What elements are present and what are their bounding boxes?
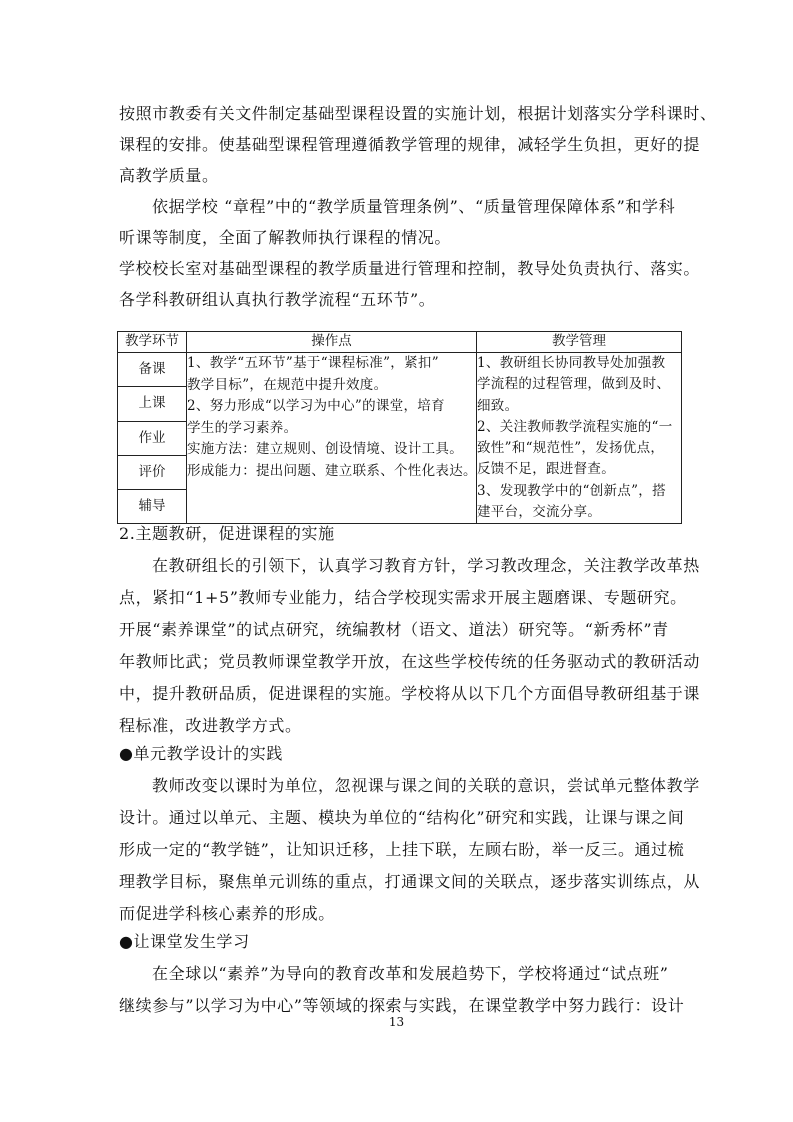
table-header: 教学环节 xyxy=(118,332,187,353)
management-line: 3、发现教学中的“创新点”，搭 xyxy=(477,482,666,499)
paragraph-line: 理教学目标，聚焦单元训练的重点，打通课文间的关联点，逐步落实训练点，从 xyxy=(119,872,701,891)
paragraph-line: 课程的安排。使基础型课程管理遵循教学管理的规律，减轻学生负担，更好的提 xyxy=(119,135,701,154)
paragraph-line: 程标准，改进教学方式。 xyxy=(119,716,302,735)
paragraph-line: 按照市教委有关文件制定基础型课程设置的实施计划，根据计划落实分学科课时、 xyxy=(119,104,717,123)
table-header: 操作点 xyxy=(187,332,477,353)
paragraph-line: 学校校长室对基础型课程的教学质量进行管理和控制，教导处负责执行、落实。 xyxy=(119,259,701,278)
operation-line: 实施方法：建立规则、创设情境、设计工具。 xyxy=(187,441,463,457)
table-row-label: 辅导 xyxy=(118,490,187,524)
management-line: 反馈不足，跟进督查。 xyxy=(477,461,615,478)
paragraph-line: 中，提升教研品质，促进课程的实施。学校将从以下几个方面倡导教研组基于课 xyxy=(119,684,701,703)
table-row-label: 评价 xyxy=(118,455,187,489)
management-line: 2、关注教师教学流程实施的“一 xyxy=(477,418,673,435)
five-stages-table xyxy=(117,331,682,524)
paragraph-line: 在全球以“素养”为导向的教育改革和发展趋势下，学校将通过“试点班” xyxy=(152,964,669,983)
paragraph-line: 高教学质量。 xyxy=(119,166,219,185)
table-row-label: 备课 xyxy=(118,353,187,387)
management-line: 建平台，交流分享。 xyxy=(477,504,602,521)
paragraph-line: 年教师比武；党员教师课堂教学开放，在这些学校传统的任务驱动式的教研活动 xyxy=(119,652,701,671)
operation-line: 教学目标”，在规范中提升效度。 xyxy=(187,376,388,393)
bullet-heading: ●单元教学设计的实践 xyxy=(119,744,283,763)
paragraph-line: 各学科教研组认真执行教学流程“五环节”。 xyxy=(119,290,436,309)
management-line: 1、教研组长协同教导处加强教 xyxy=(477,355,666,371)
operation-line: 2、努力形成“以学习为中心”的课堂，培育 xyxy=(187,398,445,414)
table-row-label: 上课 xyxy=(118,387,187,421)
operation-line: 学生的学习素养。 xyxy=(187,419,298,436)
table-row-label: 作业 xyxy=(118,421,187,455)
table-header: 教学管理 xyxy=(477,332,682,353)
operation-line: 形成能力：提出问题、建立联系、个性化表达。 xyxy=(187,462,477,479)
paragraph-line: 继续参与”以学习为中心”等领域的探索与实践，在课堂教学中努力践行：设计 xyxy=(119,996,685,1015)
paragraph-line: 设计。通过以单元、主题、模块为单位的“结构化”研究和实践，让课与课之间 xyxy=(119,808,685,827)
management-line: 学流程的过程管理，做到及时、 xyxy=(477,376,671,393)
management-cell xyxy=(477,353,682,524)
paragraph-line: 在教研组长的引领下，认真学习教育方针，学习教改理念，关注教学改革热 xyxy=(152,556,700,575)
paragraph-line: 点，紧扣“1+5”教师专业能力，结合学校现实需求开展主题磨课、专题研究。 xyxy=(119,588,687,607)
management-line: 细致。 xyxy=(477,397,519,414)
page-number: 13 xyxy=(388,1015,405,1029)
bullet-heading: ●让课堂发生学习 xyxy=(119,932,250,951)
management-line: 致性”和“规范性”，发扬优点， xyxy=(477,440,665,457)
paragraph-line: 开展“素养课堂”的试点研究，统编教材（语文、道法）研究等。“新秀杯”青 xyxy=(119,620,669,639)
operation-cell xyxy=(187,353,477,524)
section-heading: 2.主题教研，促进课程的实施 xyxy=(119,524,335,543)
paragraph-line: 教师改变以课时为单位，忽视课与课之间的关联的意识，尝试单元整体教学 xyxy=(152,776,700,795)
paragraph-line: 依据学校 “章程”中的“教学质量管理条例”、“质量管理保障体系”和学科 xyxy=(152,197,676,216)
operation-line: 1、教学“五环节”基于“课程标准”，紧扣” xyxy=(187,355,439,371)
paragraph-line: 形成一定的“教学链”，让知识迁移，上挂下联，左顾右盼，举一反三。通过梳 xyxy=(119,840,685,859)
paragraph-line: 而促进学科核心素养的形成。 xyxy=(119,904,335,923)
paragraph-line: 听课等制度，全面了解教师执行课程的情况。 xyxy=(119,228,452,247)
